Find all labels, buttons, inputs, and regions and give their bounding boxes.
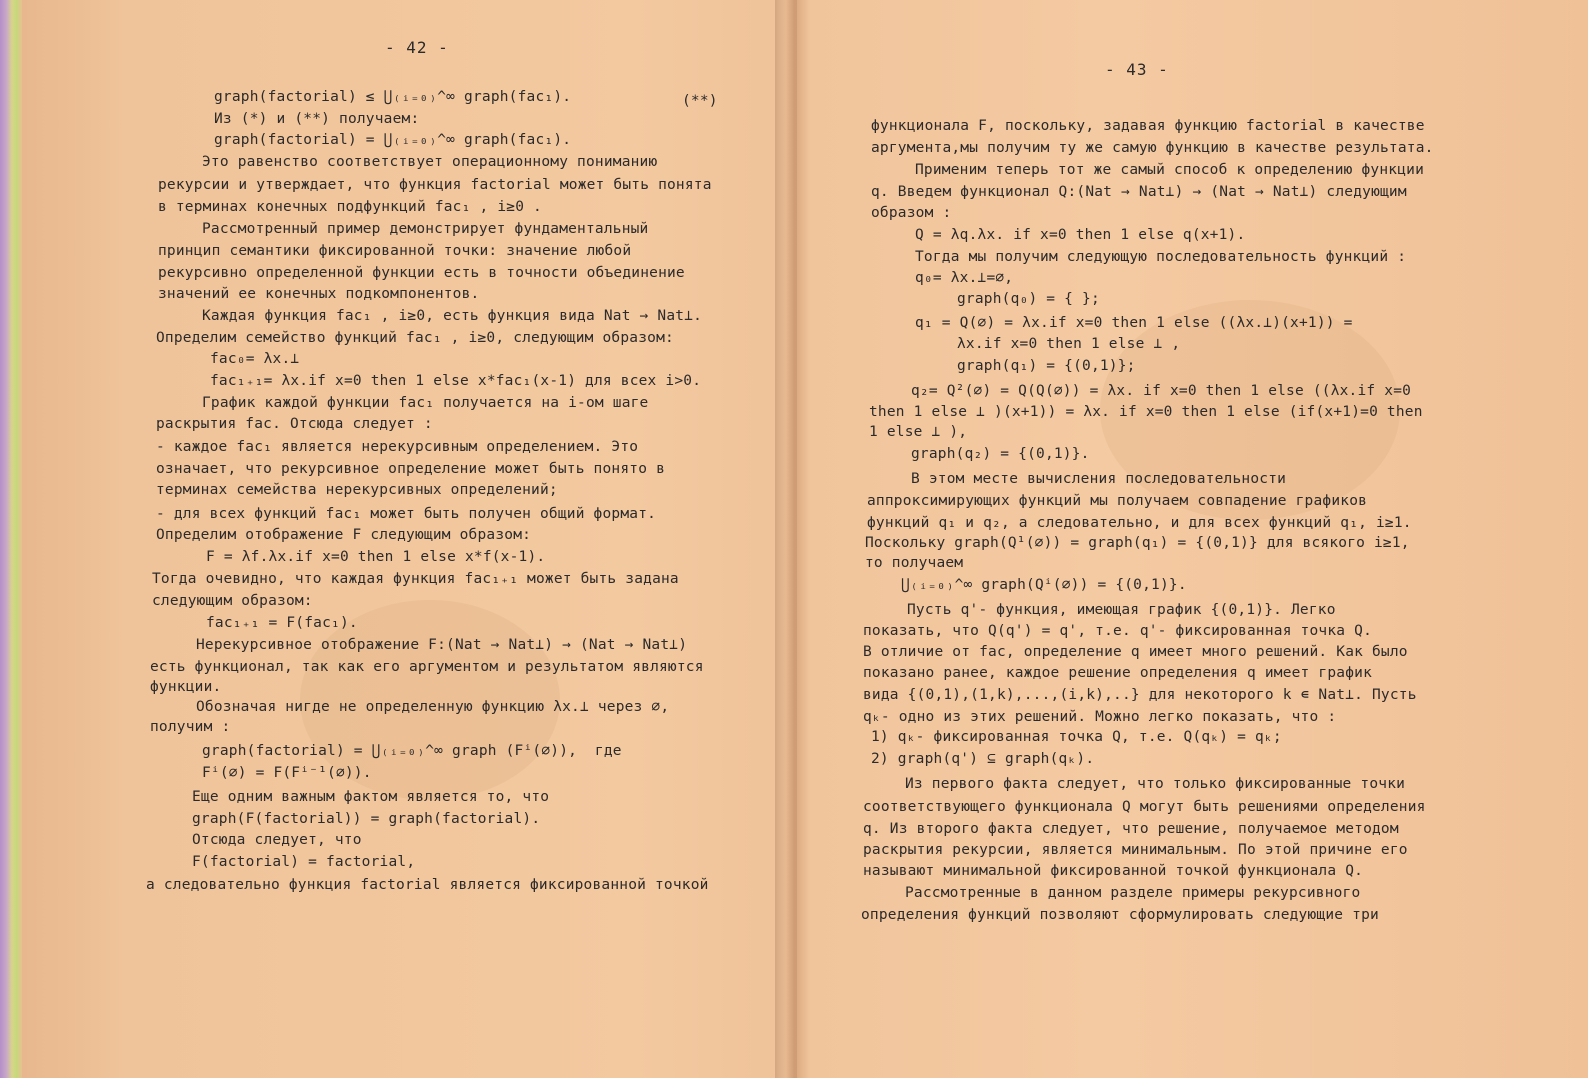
formula-line: graph(q₁) = {(0,1)}; (957, 358, 1136, 374)
text-line: Рассмотренный пример демонстрирует фундаментальный (202, 221, 649, 237)
formula-line: graph(q₀) = { }; (957, 291, 1100, 307)
page-number: - 42 - (385, 38, 449, 57)
text-line: Рассмотренные в данном разделе примеры рекурсивного (905, 885, 1361, 901)
text-line: Тогда очевидно, что каждая функция fac₁₊₁ может быть задана (152, 571, 679, 587)
text-line: означает, что рекурсивное определение может быть понято в (156, 461, 665, 477)
text-line: образом : (871, 205, 952, 221)
formula-line: fac₁₊₁ = F(fac₁). (206, 615, 358, 631)
text-line: Каждая функция fac₁ , i≥0, есть функция вида Nat → Nat⊥. (202, 308, 703, 324)
formula-line: F = λf.λx.if x=0 then 1 else x*f(x-1). (206, 549, 546, 565)
text-line: а следовательно функция factorial является фиксированной точкой (146, 877, 709, 893)
text-line: Это равенство соответствует операционному пониманию (202, 154, 658, 170)
text-line: - каждое fac₁ является нерекурсивным определением. Это (156, 439, 639, 455)
text-line: Обозначая нигде не определенную функцию λx.⊥ через ∅, (196, 699, 670, 715)
page-number: - 43 - (1105, 60, 1169, 79)
text-line: то получаем (865, 555, 964, 571)
text-line: раскрытия рекурсии, является минимальным. По этой причине его (863, 842, 1408, 858)
list-item: 1) qₖ- фиксированная точка Q, т.е. Q(qₖ) = qₖ; (871, 729, 1282, 745)
text-line: Пусть q'- функция, имеющая график {(0,1)}. Легко (907, 602, 1336, 618)
text-line: значений ее конечных подкомпонентов. (158, 286, 480, 302)
text-line: q. Из второго факта следует, что решение, получаемое методом (863, 821, 1399, 837)
text-line: аппроксимирующих функций мы получаем совпадение графиков (867, 493, 1368, 509)
right-page (855, 0, 1445, 1078)
text-line: рекурсии и утверждает, что функция factorial может быть понята (158, 177, 712, 193)
formula-line: graph(factorial) ≤ ⋃₍ᵢ₌₀₎^∞ graph(fac₁). (214, 89, 572, 105)
text-line: Из (*) и (**) получаем: (214, 111, 420, 127)
formula-line: fac₁₊₁= λx.if x=0 then 1 else x*fac₁(x-1) для всех i>0. (210, 373, 702, 389)
text-line: функций q₁ и q₂, а следовательно, и для всех функций q₁, i≥1. (867, 515, 1412, 531)
text-line: следующим образом: (152, 593, 313, 609)
text-line: Нерекурсивное отображение F:(Nat → Nat⊥) → (Nat → Nat⊥) (196, 637, 688, 653)
formula-line: graph(factorial) = ⋃₍ᵢ₌₀₎^∞ graph (Fⁱ(∅)), где (202, 743, 622, 759)
text-line: Поскольку graph(Q¹(∅)) = graph(q₁) = {(0,1)} для всякого i≥1, (865, 535, 1410, 551)
formula-line: fac₀= λx.⊥ (210, 351, 300, 367)
text-line: показать, что Q(q') = q', т.е. q'- фиксированная точка Q. (863, 623, 1372, 639)
formula-line: Q = λq.λx. if x=0 then 1 else q(x+1). (915, 227, 1246, 243)
text-line: Отсюда следует, что (192, 832, 362, 848)
formula-line: q₀= λx.⊥=∅, (915, 270, 1014, 286)
text-line: - для всех функций fac₁ может быть получен общий формат. (156, 506, 657, 522)
text-line: функционала F, поскольку, задавая функцию factorial в качестве (871, 118, 1425, 134)
text-line: рекурсивно определенной функции есть в точности объединение (158, 265, 685, 281)
formula-line: graph(F(factorial)) = graph(factorial). (192, 811, 541, 827)
text-line: в терминах конечных подфункций fac₁ , i≥0 . (158, 199, 542, 215)
formula-line: λx.if x=0 then 1 else ⊥ , (957, 336, 1181, 352)
left-page (140, 0, 730, 1078)
formula-line: F(factorial) = factorial, (192, 854, 416, 870)
book-gutter (775, 0, 797, 1078)
text-line: В отличие от fac, определение q имеет много решений. Как было (863, 644, 1408, 660)
text-line: Применим теперь тот же самый способ к определению функции (915, 162, 1424, 178)
text-line: Еще одним важным фактом является то, что (192, 789, 550, 805)
formula-line: graph(factorial) = ⋃₍ᵢ₌₀₎^∞ graph(fac₁). (214, 132, 572, 148)
text-line: есть функционал, так как его аргументом и результатом являются (150, 659, 704, 675)
text-line: Из первого факта следует, что только фиксированные точки (905, 776, 1406, 792)
text-line: называют минимальной фиксированной точкой функционала Q. (863, 863, 1364, 879)
formula-line: q₂= Q²(∅) = Q(Q(∅)) = λx. if x=0 then 1 else ((λx.if x=0 (911, 383, 1412, 399)
text-line: Определим семейство функций fac₁ , i≥0, следующим образом: (156, 330, 674, 346)
text-line: соответствующего функционала Q могут быть решениями определения (863, 799, 1426, 815)
formula-line: graph(q₂) = {(0,1)}. (911, 446, 1090, 462)
text-line: принцип семантики фиксированной точки: значение любой (158, 243, 632, 259)
formula-line: Fⁱ(∅) = F(Fⁱ⁻¹(∅)). (202, 765, 372, 781)
text-line: Тогда мы получим следующую последовательность функций : (915, 249, 1407, 265)
page-edge-decoration (0, 0, 22, 1078)
text-line: Определим отображение F следующим образом: (156, 527, 532, 543)
text-line: терминах семейства нерекурсивных определений; (156, 482, 558, 498)
text-line: показано ранее, каждое решение определения q имеет график (863, 665, 1372, 681)
formula-line: 1 else ⊥ ), (869, 424, 968, 440)
formula-line: q₁ = Q(∅) = λx.if x=0 then 1 else ((λx.⊥)(x+1)) = (915, 315, 1353, 331)
text-line: вида {(0,1),(1,k),...,(i,k),..} для некоторого k ∊ Nat⊥. Пусть (863, 687, 1417, 703)
text-line: График каждой функции fac₁ получается на i-ом шаге (202, 395, 649, 411)
text-line: получим : (150, 719, 231, 735)
text-line: q. Введем функционал Q:(Nat → Nat⊥) → (Nat → Nat⊥) следующим (871, 184, 1407, 200)
text-line: аргумента,мы получим ту же самую функцию в качестве результата. (871, 140, 1434, 156)
text-line: функции. (150, 679, 222, 695)
text-line: раскрытия fac. Отсюда следует : (156, 416, 433, 432)
formula-line: then 1 else ⊥ )(x+1)) = λx. if x=0 then 1 else (if(x+1)=0 then (869, 404, 1423, 420)
list-item: 2) graph(q') ⊆ graph(qₖ). (871, 751, 1095, 767)
formula-line: ⋃₍ᵢ₌₀₎^∞ graph(Qⁱ(∅)) = {(0,1)}. (901, 577, 1187, 593)
text-line: В этом месте вычисления последовательности (911, 471, 1287, 487)
text-line: qₖ- одно из этих решений. Можно легко показать, что : (863, 709, 1337, 725)
equation-number: (**) (682, 93, 718, 109)
text-line: определения функций позволяют сформулировать следующие три (861, 907, 1379, 923)
